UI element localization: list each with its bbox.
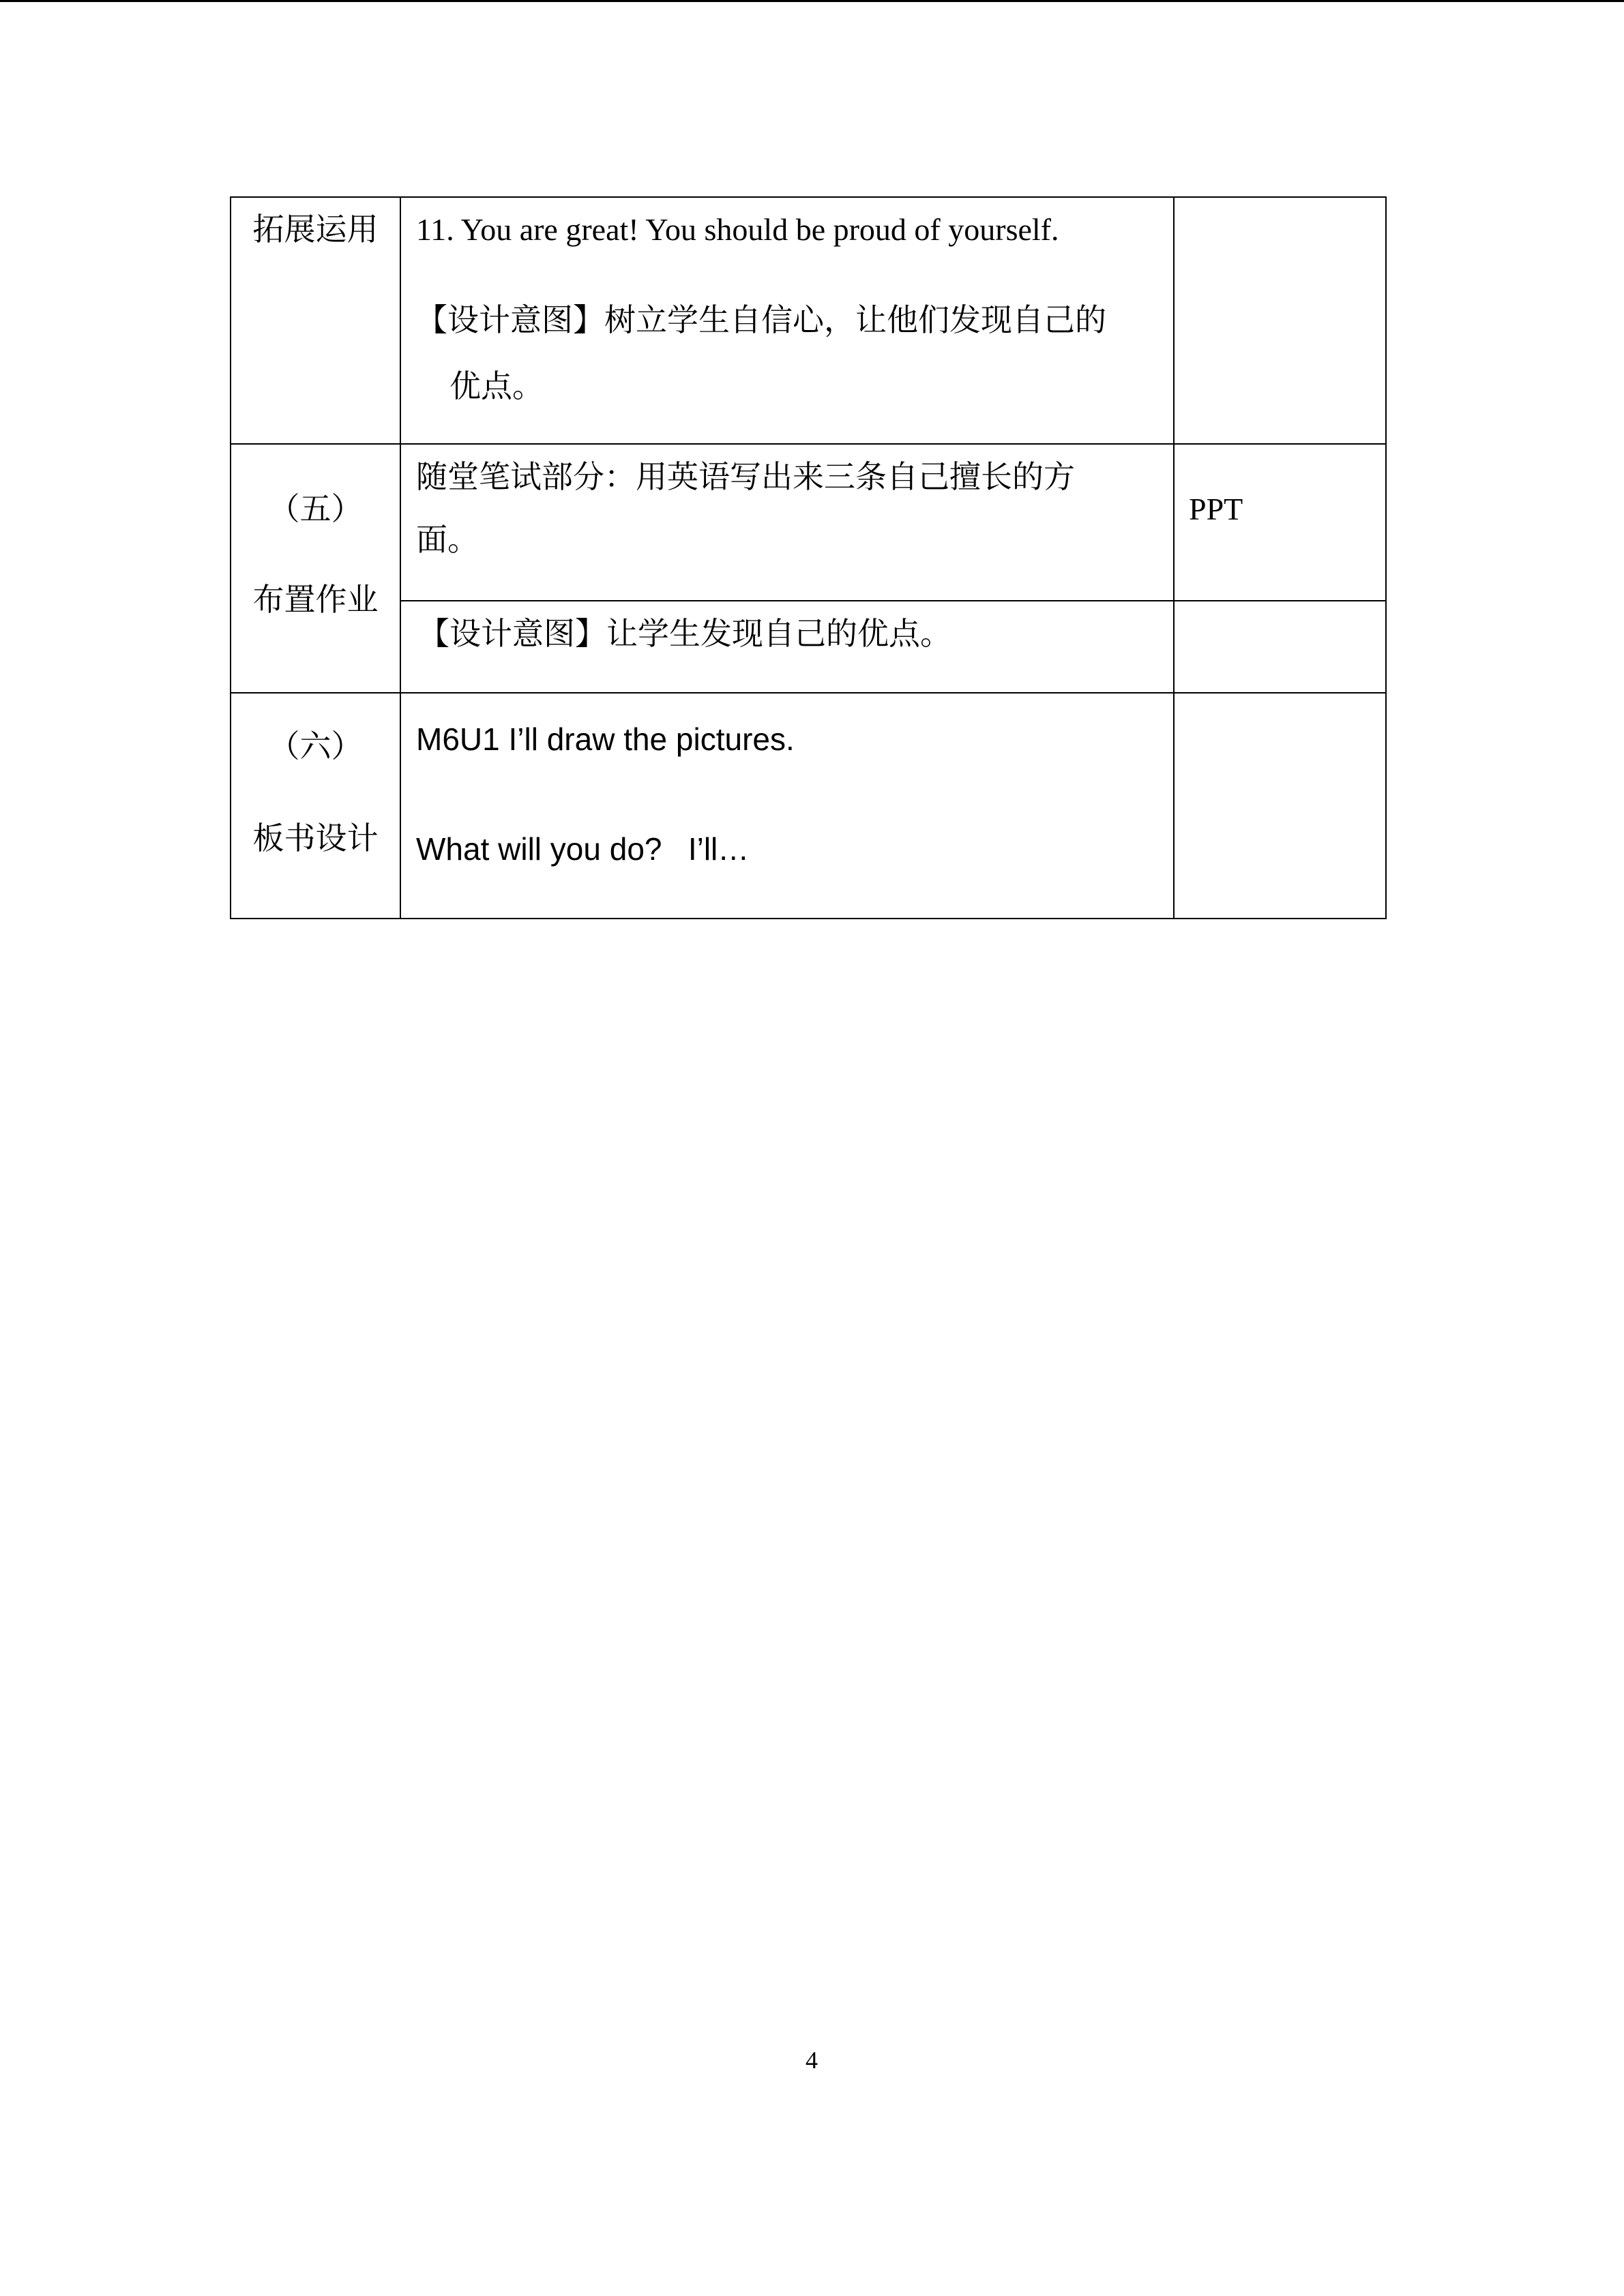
board-design-sentence: What will you do? I’ll… (416, 831, 750, 867)
content-cell (400, 196, 1175, 445)
activity-text: 11. You are great! You should be proud of yourself. (416, 212, 1059, 247)
resource-cell (1173, 196, 1387, 445)
design-intent-text: 【设计意图】树立学生自信心，让他们发现自己的 (416, 303, 1106, 338)
resource-cell (1173, 692, 1387, 919)
stage-label: 布置作业 (252, 582, 379, 617)
lesson-plan-table (230, 196, 1387, 919)
content-cell (400, 443, 1175, 601)
stage-cell (230, 196, 401, 445)
homework-task-text: 随堂笔试部分：用英语写出来三条自己擅长的方 (416, 460, 1075, 494)
board-design-title: M6U1 I’ll draw the pictures. (416, 721, 795, 757)
stage-label: 板书设计 (252, 821, 379, 856)
resource-label: PPT (1189, 492, 1243, 526)
resource-cell (1173, 600, 1387, 694)
content-cell (400, 692, 1175, 919)
design-intent-text-continued: 优点。 (449, 369, 544, 404)
resource-cell (1173, 443, 1387, 601)
homework-task-text-continued: 面。 (416, 522, 479, 557)
page-top-rule (0, 0, 1624, 2)
stage-cell (230, 443, 401, 694)
stage-number: （五） (268, 492, 363, 526)
intent-cell (400, 600, 1175, 694)
page-number: 4 (806, 2046, 818, 2074)
design-intent-text: 【设计意图】让学生发现自己的优点。 (418, 616, 951, 651)
stage-number: （六） (268, 729, 363, 764)
stage-label: 拓展运用 (252, 212, 379, 247)
stage-cell (230, 692, 401, 919)
